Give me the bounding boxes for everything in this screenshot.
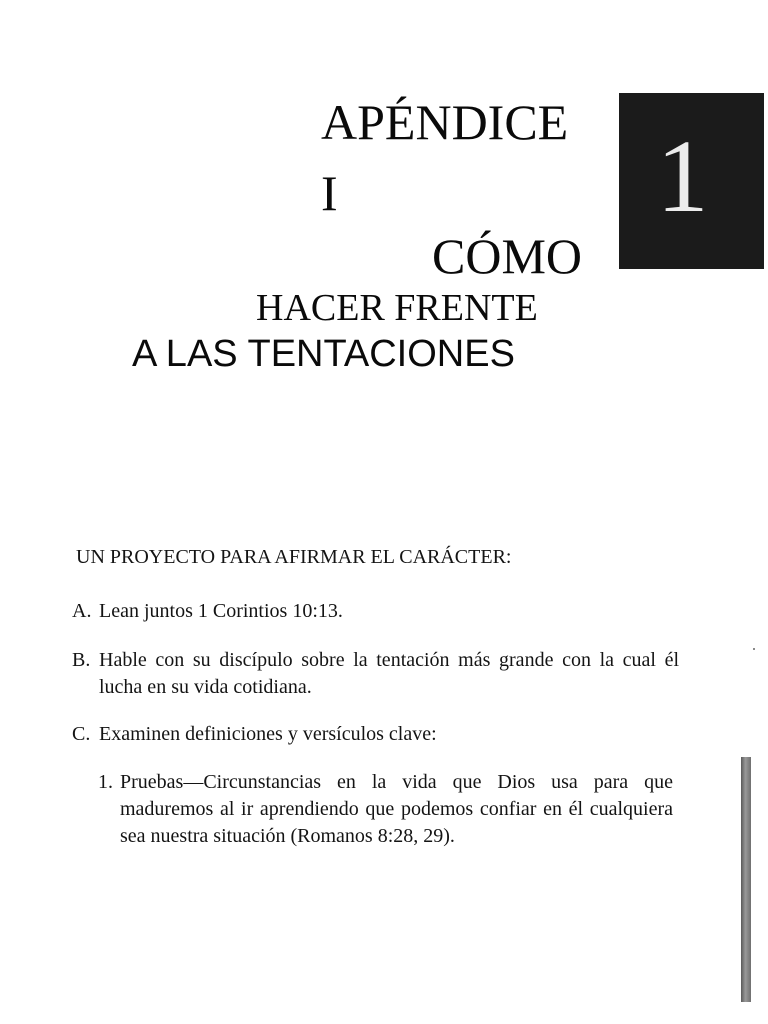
list-marker: A.: [72, 600, 92, 622]
list-item-text: Examinen definiciones y versículos clave:: [99, 723, 437, 745]
scanned-page-edge: [741, 757, 751, 1002]
list-item-c: [72, 721, 679, 748]
section-heading: UN PROYECTO PARA AFIRMAR EL CARÁCTER:: [76, 546, 512, 568]
chapter-number: 1: [656, 119, 709, 234]
sub-list-item-text: Pruebas—Circunstancias en la vida que Dios usa para que maduremos al ir aprendiendo que podemos confiar en él cualquiera sea nuestra situación (Romanos 8:28, 29).: [120, 771, 673, 847]
title-line-appendix: APÉNDICE: [321, 94, 569, 150]
title-line-como: CÓMO: [432, 228, 583, 284]
title-line-numeral: I: [321, 165, 338, 221]
list-item-text: Lean juntos 1 Corintios 10:13.: [99, 600, 343, 622]
list-item-a: [72, 598, 679, 625]
list-marker: C.: [72, 723, 91, 745]
list-marker: B.: [72, 649, 91, 671]
title-line-hacer-frente: HACER FRENTE: [256, 287, 538, 329]
chapter-number-badge: [619, 93, 764, 269]
margin-speck: [753, 648, 755, 650]
sub-list-marker: 1.: [98, 771, 113, 793]
list-item-text: Hable con su discípulo sobre la tentación más grande con la cual él lucha en su vida cotidiana.: [99, 649, 679, 698]
sub-list-item-1: [98, 769, 673, 850]
title-line-tentaciones: A LAS TENTACIONES: [132, 333, 515, 375]
list-item-b: [72, 647, 679, 701]
